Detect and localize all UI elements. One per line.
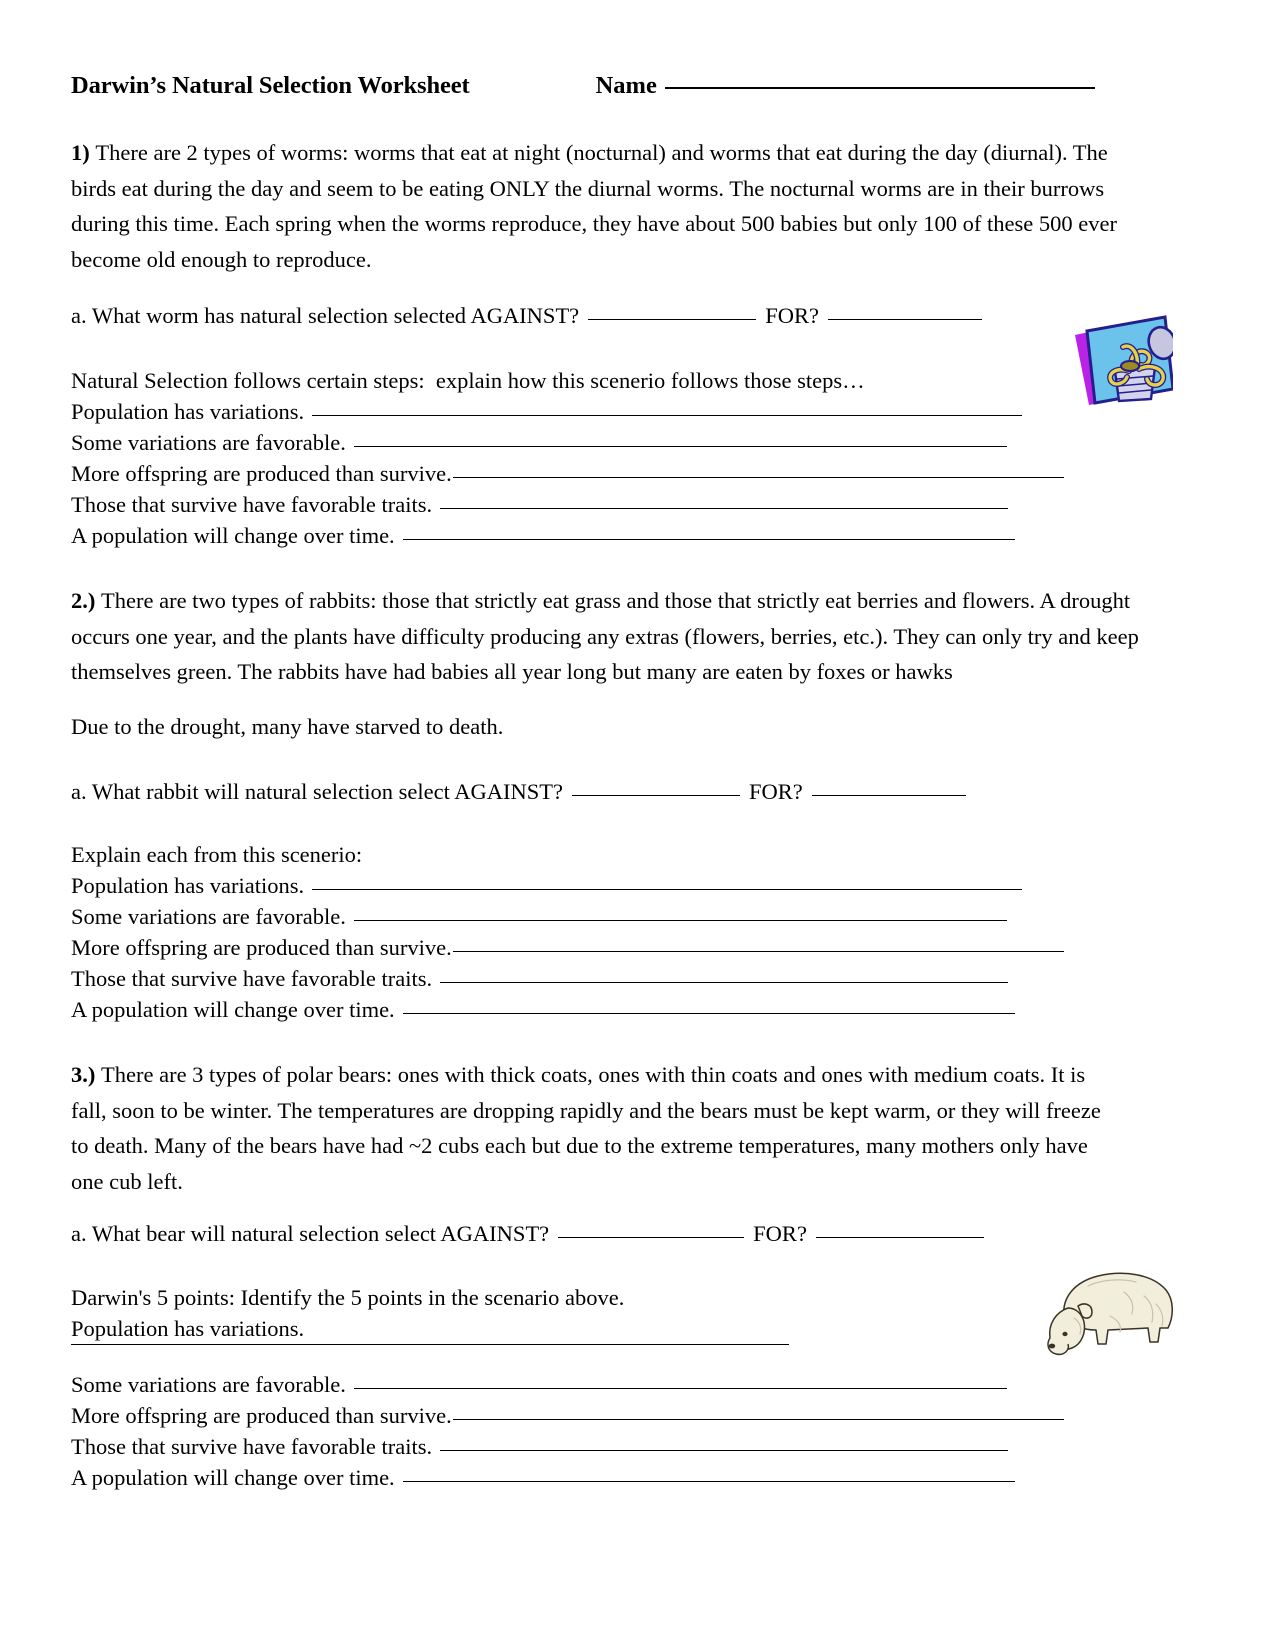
step-label: Some variations are favorable.	[71, 430, 346, 455]
step-label: Some variations are favorable.	[71, 1372, 346, 1397]
question-1-sub-a	[71, 298, 982, 334]
question-1a-for-blank[interactable]	[828, 319, 982, 320]
question-1a-for-label: FOR?	[765, 303, 819, 328]
question-1a-against-blank[interactable]	[588, 319, 756, 320]
question-1a-prefix: a. What worm has natural selection selected AGAINST?	[71, 303, 580, 328]
step-answer-blank[interactable]	[453, 477, 1064, 478]
step-answer-blank[interactable]	[403, 1013, 1015, 1014]
question-2a-prefix: a. What rabbit will natural selection select AGAINST?	[71, 779, 563, 804]
step-label: Those that survive have favorable traits.	[71, 966, 433, 991]
question-3-number: 3.)	[71, 1062, 96, 1087]
page-header	[71, 72, 1146, 100]
step-answer-blank[interactable]	[453, 951, 1064, 952]
question-3a-prefix: a. What bear will natural selection select AGAINST?	[71, 1221, 550, 1246]
question-3-text: There are 3 types of polar bears: ones with thick coats, ones with thin coats and ones with medium coats. It is fall, soon to be winter. The temperatures are dropping rapidly and the bears must be kept warm, or they will freeze to death. Many of the bears have had ~2 cubs each but due to the extreme temperatures, many mothers only have one cub left.	[71, 1062, 1101, 1194]
question-2a-against-blank[interactable]	[572, 795, 740, 796]
step-answer-blank[interactable]	[453, 1419, 1064, 1420]
step-label: A population will change over time.	[71, 1465, 395, 1490]
question-3-sub-a	[71, 1216, 984, 1252]
step-label: More offspring are produced than survive.	[71, 1403, 452, 1428]
step-label: Some variations are favorable.	[71, 904, 346, 929]
question-3-step-1	[71, 1311, 304, 1347]
step-label: Population has variations.	[71, 1316, 305, 1341]
step-answer-blank[interactable]	[440, 508, 1008, 509]
name-label: Name	[595, 72, 657, 99]
step-label: Population has variations.	[71, 873, 305, 898]
question-3a-against-blank[interactable]	[558, 1237, 744, 1238]
step-label: A population will change over time.	[71, 997, 395, 1022]
step-label: More offspring are produced than survive.	[71, 935, 452, 960]
step-label: More offspring are produced than survive.	[71, 461, 452, 486]
step-answer-blank[interactable]	[312, 889, 1022, 890]
question-2-body	[71, 583, 1149, 690]
question-2-sub-a	[71, 774, 966, 810]
question-2-extra-text: Due to the drought, many have starved to death.	[71, 714, 504, 739]
step-answer-blank[interactable]	[403, 1481, 1015, 1482]
question-3a-for-blank[interactable]	[816, 1237, 984, 1238]
step-label: Those that survive have favorable traits.	[71, 492, 433, 517]
question-2-intro-text: Explain each from this scenerio:	[71, 842, 363, 867]
question-2-text: There are two types of rabbits: those that strictly eat grass and those that strictly eat berries and flowers. A drought occurs one year, and the plants have difficulty producing any extras (flowers, berries, etc.). They can only try and keep themselves green. The rabbits have had babies all year long but many are eaten by foxes or hawks	[71, 588, 1139, 684]
question-2-number: 2.)	[71, 588, 96, 613]
step-answer-blank[interactable]	[440, 982, 1008, 983]
name-input-blank[interactable]	[665, 87, 1095, 89]
page-title: Darwin’s Natural Selection Worksheet	[71, 72, 470, 99]
polar-bear-clipart	[1028, 1246, 1176, 1358]
question-1-body	[71, 135, 1147, 277]
question-2a-for-blank[interactable]	[812, 795, 966, 796]
step-answer-blank[interactable]	[354, 446, 1007, 447]
question-1-text: There are 2 types of worms: worms that eat at night (nocturnal) and worms that eat during the day (diurnal). The birds eat during the day and seem to be eating ONLY the diurnal worms. The nocturnal worms are in their burrows during this time. Each spring when the worms reproduce, they have about 500 babies but only 100 of these 500 ever become old enough to reproduce.	[71, 140, 1117, 272]
step-label: Population has variations.	[71, 399, 305, 424]
question-3-step-1-answer	[71, 1347, 789, 1348]
step-answer-blank[interactable]	[354, 920, 1007, 921]
potted-worms-clipart	[1069, 313, 1173, 405]
question-3-step-5	[71, 1460, 1015, 1496]
step-answer-blank[interactable]	[71, 1344, 789, 1345]
question-2a-for-label: FOR?	[748, 779, 803, 804]
question-3a-for-label: FOR?	[753, 1221, 807, 1246]
question-1-step-5	[71, 518, 1015, 554]
step-answer-blank[interactable]	[354, 1388, 1007, 1389]
step-answer-blank[interactable]	[312, 415, 1022, 416]
question-3-body	[71, 1057, 1103, 1199]
question-1-intro-text: Natural Selection follows certain steps: explain how this scenerio follows those steps…	[71, 368, 865, 393]
step-label: A population will change over time.	[71, 523, 395, 548]
step-label: Those that survive have favorable traits.	[71, 1434, 433, 1459]
step-answer-blank[interactable]	[403, 539, 1015, 540]
step-answer-blank[interactable]	[440, 1450, 1008, 1451]
question-2-body-extra	[71, 709, 503, 745]
question-2-step-5	[71, 992, 1015, 1028]
question-3-intro-text: Darwin's 5 points: Identify the 5 points in the scenario above.	[71, 1285, 625, 1310]
question-1-number: 1)	[71, 140, 90, 165]
